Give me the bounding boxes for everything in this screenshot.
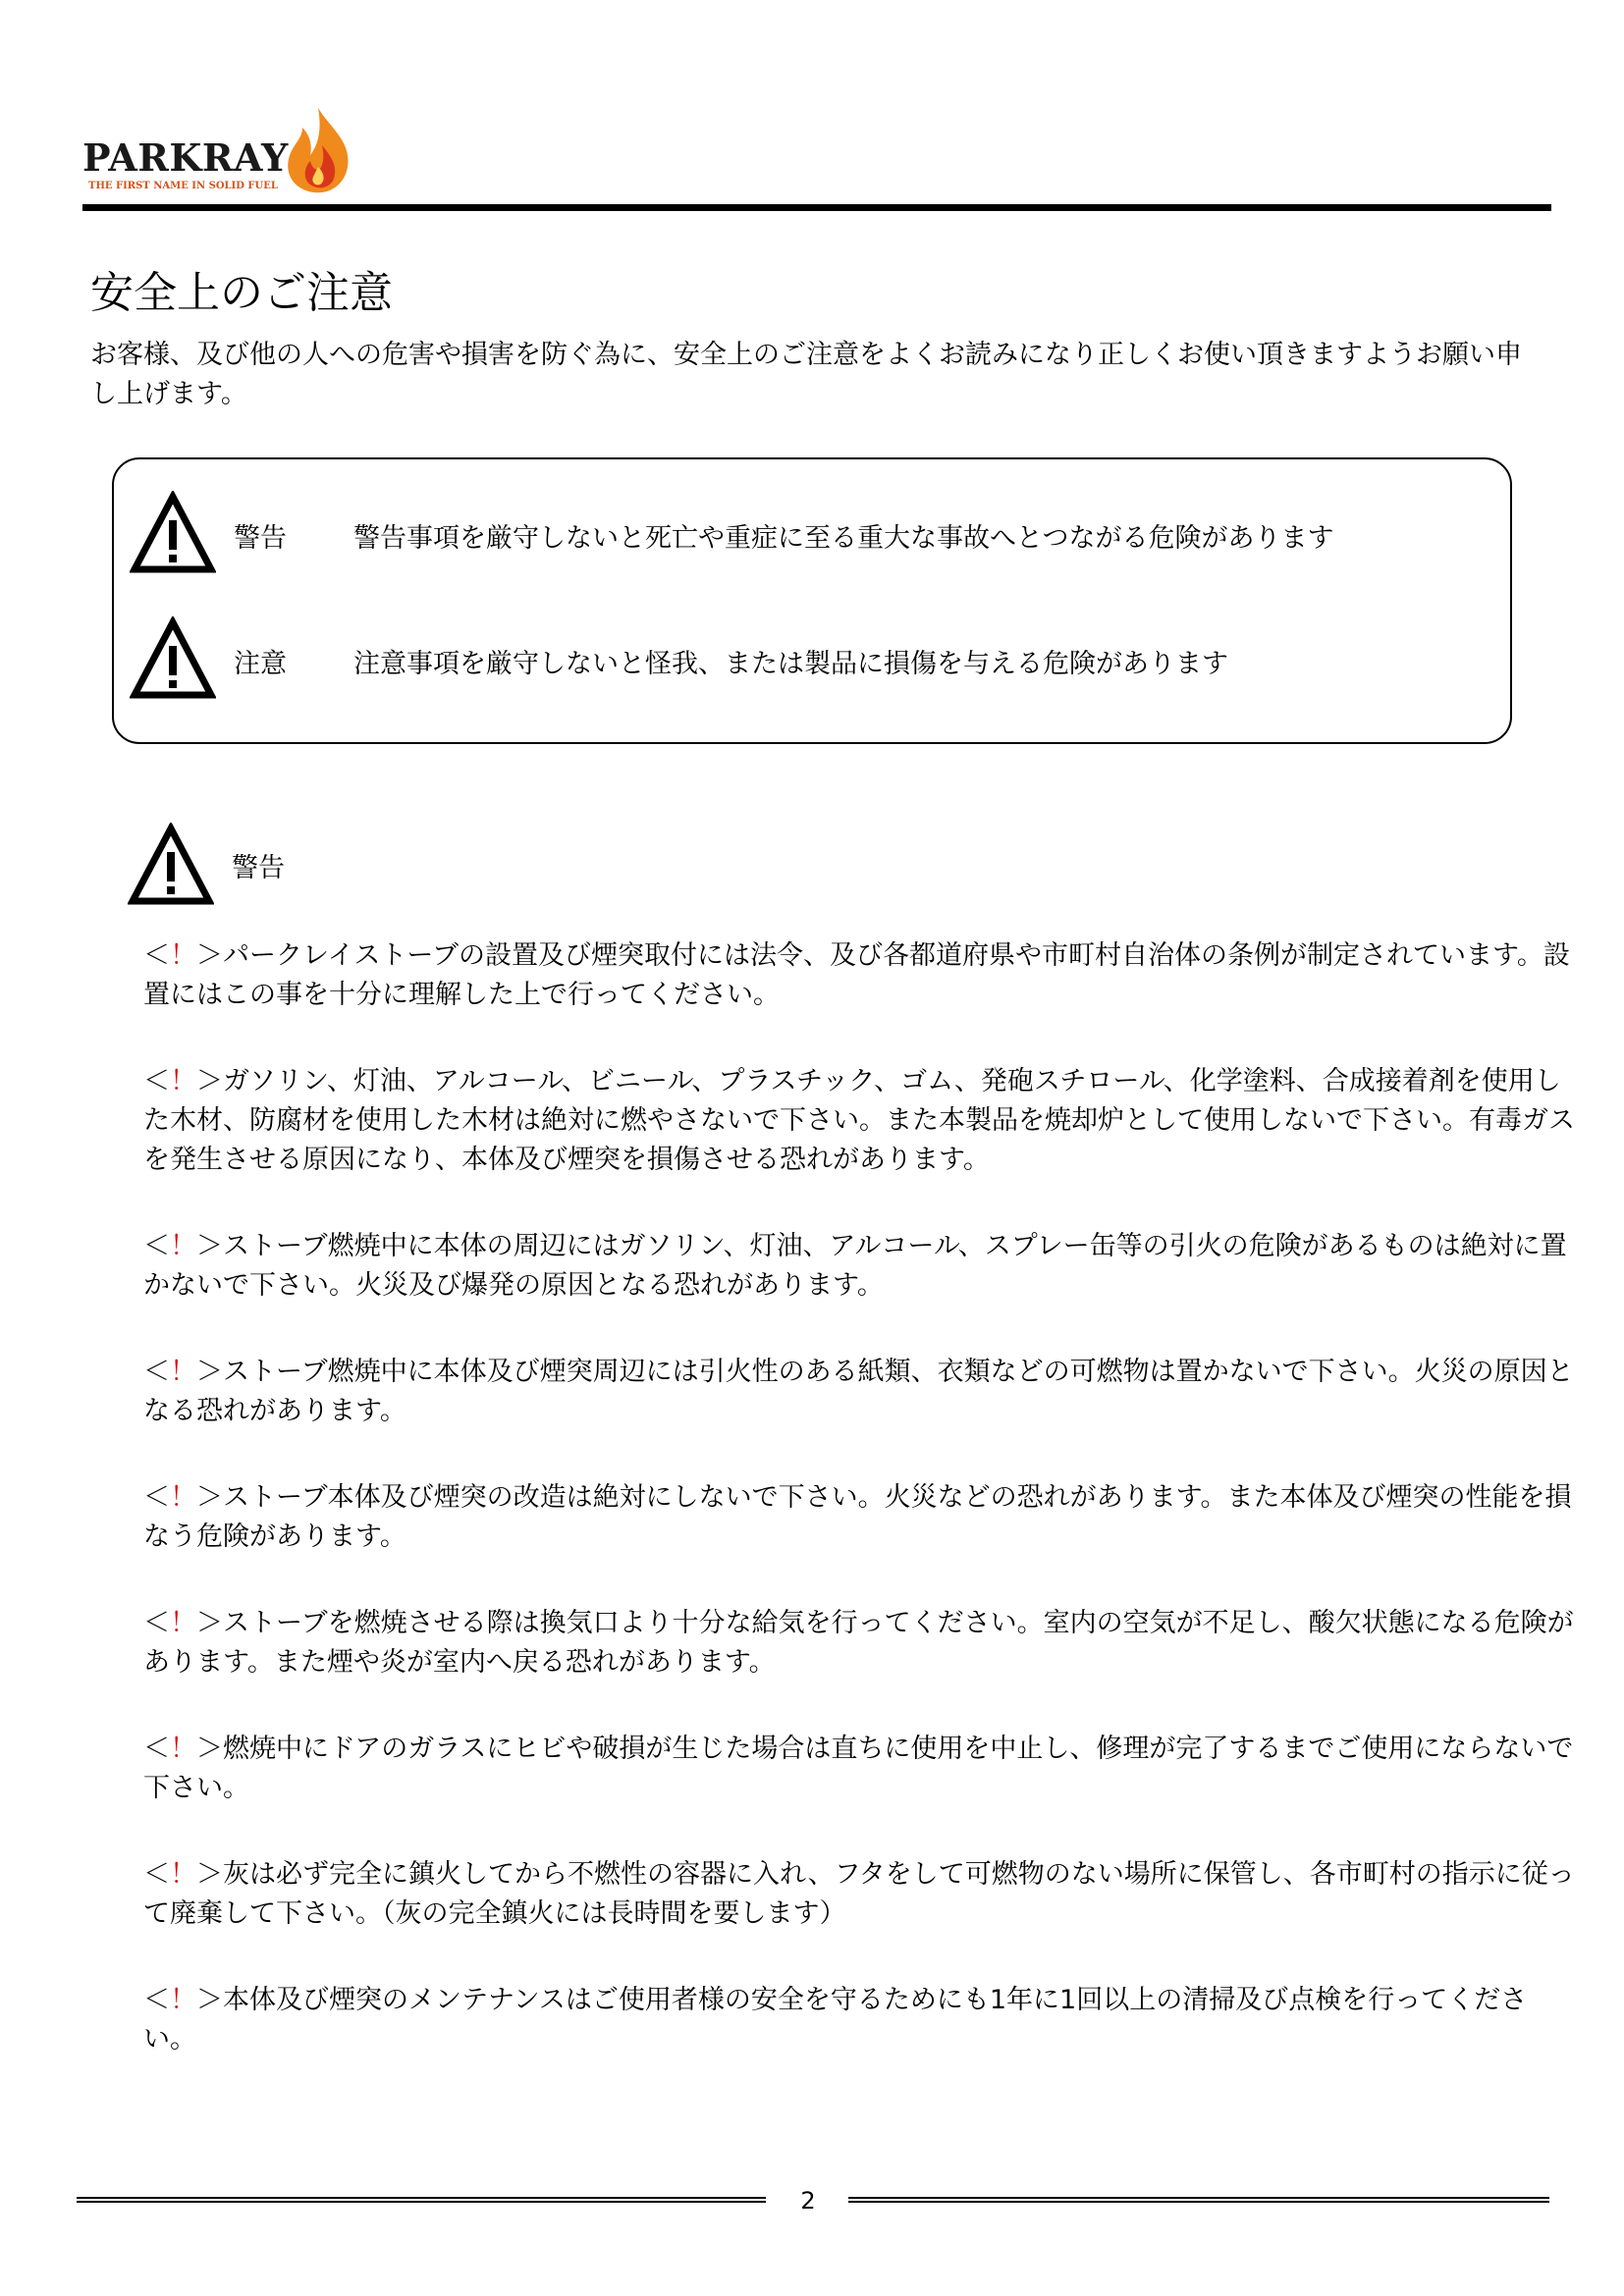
flame-icon: [279, 106, 359, 196]
legend-label: 警告: [234, 523, 287, 554]
marker-close: ＞: [196, 1482, 223, 1513]
item-text: 燃焼中にドアのガラスにヒビや破損が生じた場合は直ちに使用を中止し、修理が完了するまでご使用にならないで下さい。: [143, 1734, 1574, 1803]
marker-open: ＜: [143, 1985, 170, 2015]
warning-triangle-icon: [130, 616, 216, 701]
marker-open: ＜: [143, 1066, 170, 1096]
list-item: [143, 1227, 1577, 1306]
marker-open: ＜: [143, 1859, 170, 1890]
brand-logo: [82, 106, 357, 196]
exclamation-icon: ！: [170, 1985, 196, 2015]
page-title: 安全上のご注意: [90, 268, 393, 318]
legend-label: 注意: [234, 649, 287, 679]
exclamation-icon: ！: [170, 1357, 196, 1387]
legend-item-caution: [130, 616, 1494, 705]
exclamation-icon: ！: [170, 1734, 196, 1764]
list-item: [143, 1604, 1577, 1682]
footer-rule-left: [77, 2197, 766, 2203]
exclamation-icon: ！: [170, 1859, 196, 1890]
item-text: パークレイストーブの設置及び煙突取付には法令、及び各都道府県や市町村自治体の条例が制定されています。設置にはこの事を十分に理解した上で行ってください。: [143, 940, 1570, 1010]
marker-close: ＞: [196, 1985, 223, 2015]
marker-close: ＞: [196, 940, 223, 971]
item-text: ストーブ本体及び煙突の改造は絶対にしないで下さい。火災などの恐れがあります。また本体及び煙突の性能を損なう危険があります。: [143, 1482, 1572, 1552]
marker-close: ＞: [196, 1066, 223, 1096]
legend-description: 警告事項を厳守しないと死亡や重症に至る重大な事故へとつながる危険があります: [353, 523, 1334, 554]
exclamation-icon: ！: [170, 1608, 196, 1638]
intro-text: お客様、及び他の人への危害や損害を防ぐ為に、安全上のご注意をよくお読みになり正しくお使い頂きますようお願い申し上げます。: [90, 340, 1522, 409]
list-item: [143, 1353, 1577, 1431]
footer-rule-right: [848, 2197, 1549, 2203]
warning-triangle-icon: [128, 823, 214, 907]
marker-open: ＜: [143, 1608, 170, 1638]
item-text: ガソリン、灯油、アルコール、ビニール、プラスチック、ゴム、発砲スチロール、化学塗料、合成接着剤を使用した木材、防腐材を使用した木材は絶対に燃やさないで下さい。また本製品を焼却炉として使用しないで下さい。有毒ガスを発生させる原因になり、本体及び煙突を損傷させる恐れがあります。: [143, 1066, 1575, 1175]
list-item: [143, 1730, 1577, 1808]
list-item: [143, 936, 1577, 1015]
marker-open: ＜: [143, 1734, 170, 1764]
exclamation-icon: ！: [170, 1066, 196, 1096]
list-item: [143, 1062, 1577, 1180]
list-item: [143, 1981, 1577, 2059]
brand-name: PARKRAY: [82, 135, 289, 180]
exclamation-icon: ！: [170, 1482, 196, 1513]
marker-close: ＞: [196, 1608, 223, 1638]
section-heading: [128, 823, 422, 911]
page-footer: [77, 2187, 1549, 2216]
marker-close: ＞: [196, 1734, 223, 1764]
warning-list: [143, 936, 1577, 2107]
item-text: 本体及び煙突のメンテナンスはご使用者様の安全を守るためにも1年に1回以上の清掃及び点検を行ってください。: [143, 1985, 1528, 2055]
marker-open: ＜: [143, 1482, 170, 1513]
item-text: ストーブ燃焼中に本体及び煙突周辺には引火性のある紙類、衣類などの可燃物は置かないで下さい。火災の原因となる恐れがあります。: [143, 1357, 1574, 1426]
marker-open: ＜: [143, 1231, 170, 1261]
list-item: [143, 1855, 1577, 1934]
marker-close: ＞: [196, 1231, 223, 1261]
item-text: 灰は必ず完全に鎮火してから不燃性の容器に入れ、フタをして可燃物のない場所に保管し、各市町村の指示に従って廃棄して下さい。（灰の完全鎮火には長時間を要します）: [143, 1859, 1575, 1929]
marker-open: ＜: [143, 1357, 170, 1387]
legend-item-warning: [130, 491, 1494, 579]
warning-triangle-icon: [130, 491, 216, 575]
legend-description: 注意事項を厳守しないと怪我、または製品に損傷を与える危険があります: [353, 649, 1228, 679]
page-number: 2: [800, 2187, 816, 2215]
section-heading-label: 警告: [232, 853, 285, 883]
exclamation-icon: ！: [170, 940, 196, 971]
item-text: ストーブ燃焼中に本体の周辺にはガソリン、灯油、アルコール、スプレー缶等の引火の危険があるものは絶対に置かないで下さい。火災及び爆発の原因となる恐れがあります。: [143, 1231, 1567, 1301]
marker-close: ＞: [196, 1859, 223, 1890]
marker-close: ＞: [196, 1357, 223, 1387]
brand-tagline: THE FIRST NAME IN SOLID FUEL: [88, 181, 278, 191]
item-text: ストーブを燃焼させる際は換気口より十分な給気を行ってください。室内の空気が不足し、酸欠状態になる危険があります。また煙や炎が室内へ戻る恐れがあります。: [143, 1608, 1574, 1678]
marker-open: ＜: [143, 940, 170, 971]
list-item: [143, 1478, 1577, 1557]
exclamation-icon: ！: [170, 1231, 196, 1261]
header-rule: [82, 204, 1551, 211]
legend-box: [112, 457, 1512, 744]
